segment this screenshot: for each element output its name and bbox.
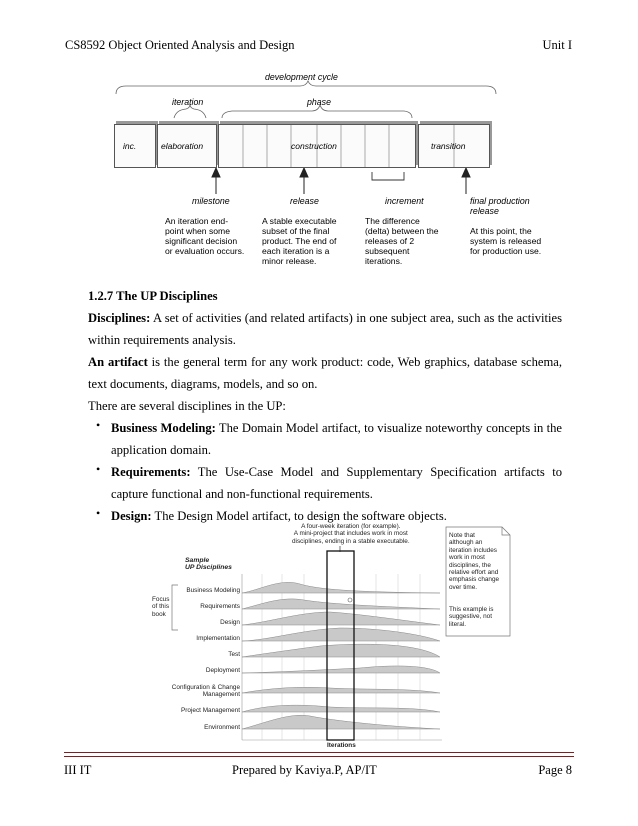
milestone-term: milestone <box>192 196 230 206</box>
transition-label: transition <box>431 141 466 151</box>
design-text: The Design Model artifact, to design the software objects. <box>151 509 447 523</box>
deployment-effort <box>242 666 440 673</box>
increment-description: The difference (delta) between the releases of 2 subsequent iterations. <box>365 216 439 266</box>
iteration-callout: A four-week iteration (for example). A mini-project that includes work in most disciplines, ending in a stable executable. <box>292 523 410 545</box>
bullet-business-modeling-line2: application domain. <box>111 443 212 457</box>
environment-effort <box>242 715 440 729</box>
requirements-text: The Use-Case Model and Supplementary Specification artifacts to <box>190 465 562 479</box>
footer-rule-thin <box>64 756 574 757</box>
disciplines-paragraph-line2: within requirements analysis. <box>88 333 236 347</box>
disciplines-intro: There are several disciplines in the UP: <box>88 399 286 413</box>
artifact-term: An artifact <box>88 355 148 369</box>
discipline-label-project-management: Project Management <box>181 707 240 714</box>
business-modeling-effort <box>242 582 440 593</box>
page-header-unit: Unit I <box>542 38 572 52</box>
release-term: release <box>290 196 319 206</box>
artifact-paragraph-line2: text documents, diagrams, models, and so on. <box>88 377 318 391</box>
discipline-label-test: Test <box>228 651 240 658</box>
page-header-course: CS8592 Object Oriented Analysis and Design <box>65 38 295 52</box>
discipline-label-implementation: Implementation <box>196 635 240 642</box>
discipline-label-requirements: Requirements <box>200 603 240 610</box>
increment-term: increment <box>385 196 424 206</box>
focus-of-book-label: Focus of this book <box>152 596 170 618</box>
effort-marker <box>348 598 352 602</box>
project-management-effort <box>242 705 440 712</box>
bullet-requirements-line2: capture functional and non-functional requirements. <box>111 487 373 501</box>
bullet-marker: • <box>96 418 101 432</box>
note-suggestive-text: This example is suggestive, not literal. <box>449 606 494 628</box>
phase-label: phase <box>307 97 331 107</box>
sample-disciplines-title: Sample UP Disciplines <box>185 557 232 572</box>
final-production-release-term: final production release <box>470 196 530 216</box>
milestone-description: An iteration end- point when some significant decision or evaluation occurs. <box>165 216 245 256</box>
discipline-label-configuration: Configuration & Change Management <box>171 684 240 698</box>
release-description: A stable executable subset of the final product. The end of each iteration is a minor release. <box>262 216 337 266</box>
discipline-label-environment: Environment <box>204 724 240 731</box>
bullet-marker: • <box>96 462 101 476</box>
requirements-term: Requirements: <box>111 465 191 479</box>
requirements-effort <box>242 599 440 609</box>
design-term: Design: <box>111 509 152 523</box>
elaboration-label: elaboration <box>161 141 204 151</box>
business-modeling-text: The Domain Model artifact, to visualize noteworthy concepts in the <box>215 421 562 435</box>
footer-department: III IT <box>64 763 92 777</box>
design-effort <box>242 612 440 625</box>
inception-label: inc. <box>123 141 137 151</box>
development-cycle-label: development cycle <box>265 72 338 82</box>
construction-label: construction <box>291 141 337 151</box>
section-title: 1.2.7 The UP Disciplines <box>88 289 218 303</box>
business-modeling-term: Business Modeling: <box>111 421 216 435</box>
disciplines-definition: A set of activities (and related artifacts) in one subject area, such as the activities <box>150 311 562 325</box>
note-text: Note that although an iteration includes work in most disciplines, the relative effort and emphasis change over time. <box>449 532 500 591</box>
test-effort <box>242 644 440 657</box>
iteration-label: iteration <box>172 97 204 107</box>
iterations-axis-label: Iterations <box>327 742 356 749</box>
final-release-description: At this point, the system is released for production use. <box>470 226 542 256</box>
footer-author: Prepared by Kaviya.P, AP/IT <box>232 763 377 777</box>
implementation-effort <box>242 628 440 641</box>
discipline-label-deployment: Deployment <box>205 667 240 674</box>
discipline-label-design: Design <box>220 619 240 626</box>
focus-bracket <box>172 585 178 630</box>
artifact-definition: is the general term for any work product: code, Web graphics, database schema, <box>147 355 562 369</box>
configuration-effort <box>242 687 440 693</box>
bullet-marker: • <box>96 506 101 520</box>
discipline-label-business-modeling: Business Modeling <box>186 587 240 594</box>
page-number: Page 8 <box>538 763 572 777</box>
footer-rule <box>64 752 574 753</box>
disciplines-term: Disciplines: <box>88 311 151 325</box>
